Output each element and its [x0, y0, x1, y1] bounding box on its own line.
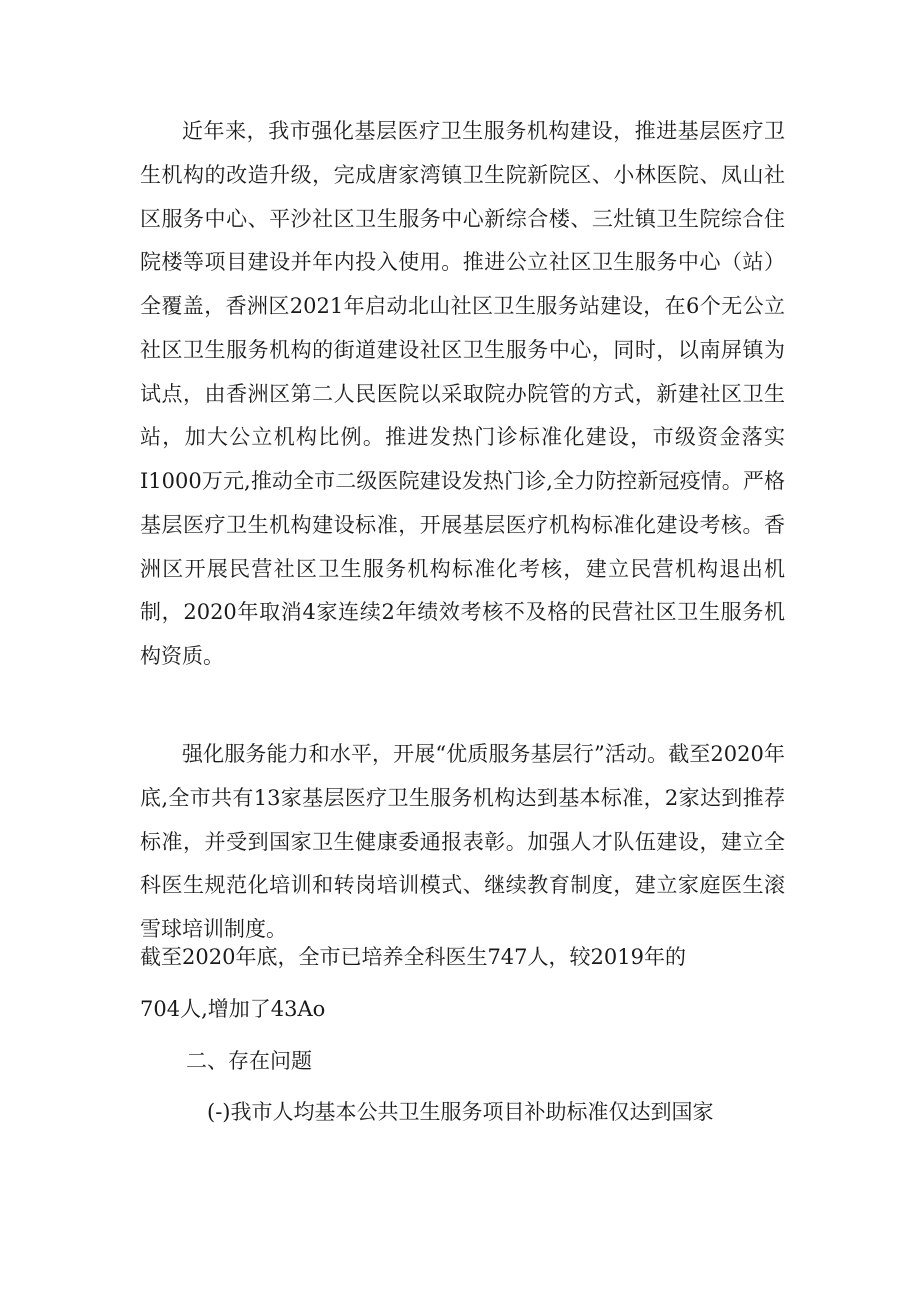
paragraph-service-capacity: 强化服务能力和水平，开展“优质服务基层行”活动。截至2020年底,全市共有13家基层医疗卫生服务机构达到基本标准，2家达到推荐标准，并受到国家卫生健康委通报表彰。加强人才队伍建设，建立全科医生规范化培训和转岗培训模式、继续教育制度，建立家庭医生滚雪球培训制度。 [140, 742, 785, 941]
text-line-subsidy-standard: (-)我市人均基本公共卫生服务项目补助标准仅达到国家 [207, 1100, 714, 1124]
paragraph-primary-care-construction: 近年来，我市强化基层医疗卫生服务机构建设，推进基层医疗卫生机构的改造升级，完成唐家湾镇卫生院新院区、小林医院、凤山社区服务中心、平沙社区卫生服务中心新综合楼、三灶镇卫生院综合住院楼等项目建设并年内投入使用。推进公立社区卫生服务中心（站）全覆盖，香洲区2021年启动北山社区卫生服务站建设，在6个无公立社区卫生服务机构的街道建设社区卫生服务中心，同时，以南屏镇为试点，由香洲区第二人民医院以采取院办院管的方式，新建社区卫生站，加大公立机构比例。推进发热门诊标准化建设，市级资金落实I1000万元,推动全市二级医院建设发热门诊,全力防控新冠疫情。严格基层医疗卫生机构建设标准，开展基层医疗机构标准化建设考核。香洲区开展民营社区卫生服务机构标准化考核，建立民营机构退出机制，2020年取消4家连续2年绩效考核不及格的民营社区卫生服务机构资质。 [140, 119, 785, 668]
section-heading: 二、存在问题 [186, 1049, 312, 1073]
text-line-general-practitioners: 截至2020年底，全市已培养全科医生747人，较2019年的 [140, 945, 686, 969]
text-line-increase: 704人,增加了43Ao [140, 997, 326, 1021]
